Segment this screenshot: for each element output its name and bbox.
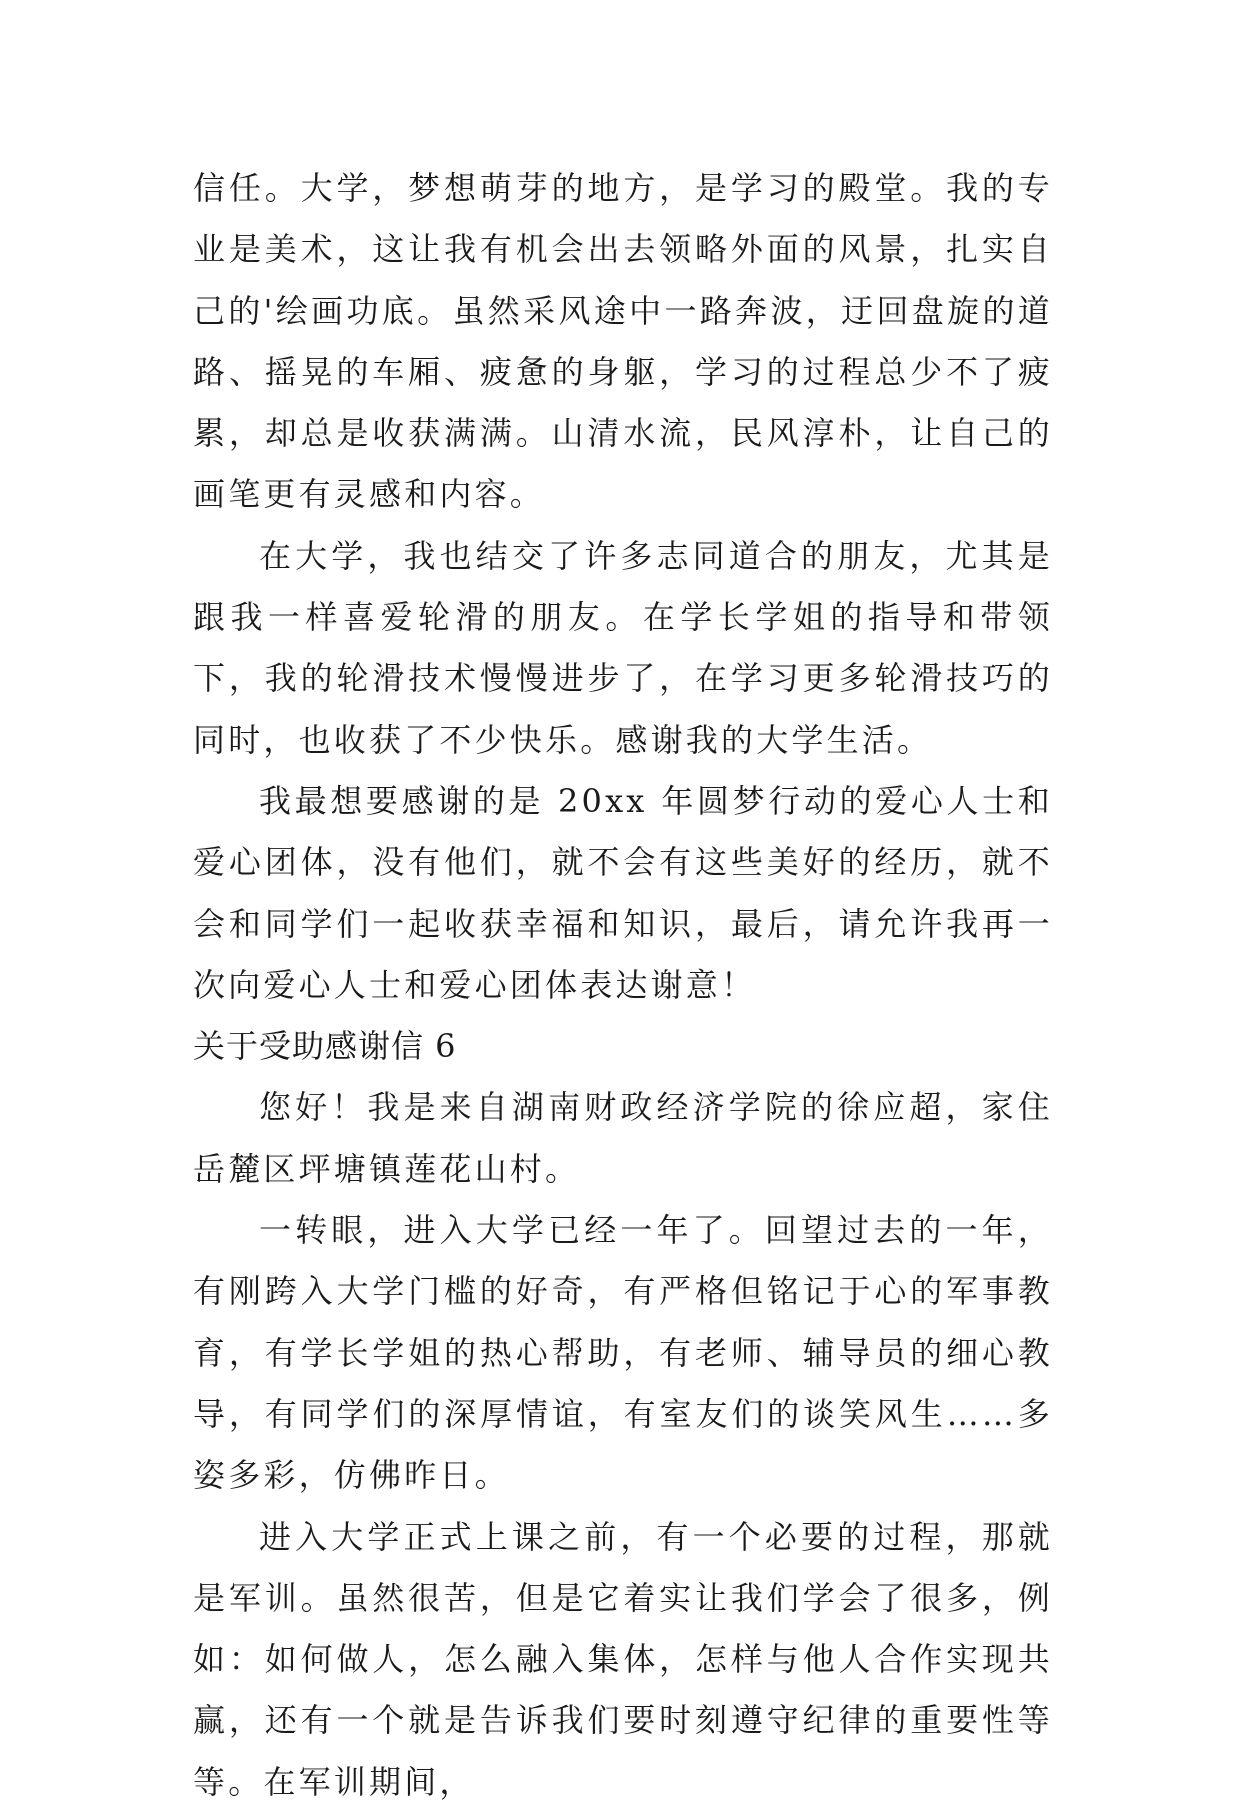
section-title: 关于受助感谢信 6 (193, 1027, 457, 1066)
paragraph-greeting: 您好！我是来自湖南财政经济学院的徐应超，家住岳麓区坪塘镇莲花山村。 (193, 1088, 1053, 1188)
paragraph-one-year: 一转眼，进入大学已经一年了。回望过去的一年，有刚跨入大学门槛的好奇，有严格但铭记于心的军事教育，有学长学姐的热心帮助，有老师、辅导员的细心教导，有同学们的深厚情谊，有室友们的谈笑风生……多姿多彩，仿佛昨日。 (193, 1211, 1053, 1495)
paragraph-trust-art: 信任。大学，梦想萌芽的地方，是学习的殿堂。我的专业是美术，这让我有机会出去领略外面的风景，扎实自己的'绘画功底。虽然采风途中一路奔波，迂回盘旋的道路、摇晃的车厢、疲惫的身躯，学习的过程总少不了疲累，却总是收获满满。山清水流，民风淳朴，让自己的画笔更有灵感和内容。 (193, 169, 1053, 514)
paragraph-friends-skating: 在大学，我也结交了许多志同道合的朋友，尤其是跟我一样喜爱轮滑的朋友。在学长学姐的指导和带领下，我的轮滑技术慢慢进步了，在学习更多轮滑技巧的同时，也收获了不少快乐。感谢我的大学生活。 (193, 536, 1053, 759)
document-body (193, 158, 1053, 1813)
paragraph-thanks-donors: 我最想要感谢的是 20xx 年圆梦行动的爱心人士和爱心团体，没有他们，就不会有这些美好的经历，就不会和同学们一起收获幸福和知识，最后，请允许我再一次向爱心人士和爱心团体表达谢意！ (193, 781, 1053, 1004)
paragraph-military-training: 进入大学正式上课之前，有一个必要的过程，那就是军训。虽然很苦，但是它着实让我们学会了很多，例如：如何做人，怎么融入集体，怎样与他人合作实现共赢，还有一个就是告诉我们要时刻遵守纪律的重要性等等。在军训期间， (193, 1517, 1053, 1801)
